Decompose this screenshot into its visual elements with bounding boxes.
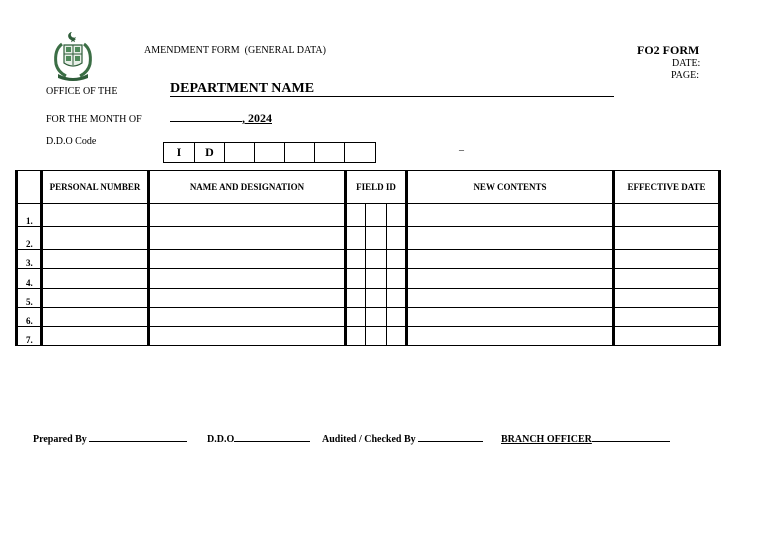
ddo-code-box[interactable]: I bbox=[164, 143, 195, 162]
table-row bbox=[17, 250, 720, 269]
month-label: FOR THE MONTH OF bbox=[46, 114, 142, 125]
table-row bbox=[17, 289, 720, 308]
table-row bbox=[17, 269, 720, 289]
audited-by-line[interactable] bbox=[418, 432, 483, 442]
cell-field-id[interactable] bbox=[366, 204, 387, 227]
row-serial: 6. bbox=[17, 308, 42, 327]
header-effective-date: EFFECTIVE DATE bbox=[614, 171, 720, 204]
cell-new-contents[interactable] bbox=[407, 204, 614, 227]
cell-personal-number[interactable] bbox=[42, 289, 149, 308]
audited-by bbox=[322, 432, 483, 445]
cell-new-contents[interactable] bbox=[407, 250, 614, 269]
form-code: FO2 FORM bbox=[637, 43, 700, 57]
amendment-table bbox=[15, 170, 721, 346]
ddo-signature-line[interactable] bbox=[234, 432, 310, 442]
header-name-designation: NAME AND DESIGNATION bbox=[149, 171, 346, 204]
cell-name-designation[interactable] bbox=[149, 269, 346, 289]
page-label: PAGE: bbox=[671, 70, 699, 81]
month-blank[interactable] bbox=[170, 111, 242, 122]
row-serial: 4. bbox=[17, 269, 42, 289]
cell-personal-number[interactable] bbox=[42, 204, 149, 227]
cell-personal-number[interactable] bbox=[42, 308, 149, 327]
cell-field-id[interactable] bbox=[366, 250, 387, 269]
branch-officer-label: BRANCH OFFICER bbox=[501, 434, 592, 445]
cell-field-id[interactable] bbox=[366, 269, 387, 289]
ddo-code-box[interactable] bbox=[285, 143, 315, 162]
cell-effective-date[interactable] bbox=[614, 327, 720, 346]
row-serial: 5. bbox=[17, 289, 42, 308]
cell-field-id[interactable] bbox=[387, 327, 407, 346]
header-new-contents: NEW CONTENTS bbox=[407, 171, 614, 204]
cell-personal-number[interactable] bbox=[42, 227, 149, 250]
cell-field-id[interactable] bbox=[387, 269, 407, 289]
cell-field-id[interactable] bbox=[387, 289, 407, 308]
branch-officer bbox=[501, 432, 670, 445]
header-personal-number: PERSONAL NUMBER bbox=[42, 171, 149, 204]
cell-field-id[interactable] bbox=[346, 308, 366, 327]
table-row bbox=[17, 327, 720, 346]
date-label: DATE: bbox=[672, 58, 701, 69]
month-field[interactable] bbox=[170, 111, 276, 126]
cell-personal-number[interactable] bbox=[42, 250, 149, 269]
cell-effective-date[interactable] bbox=[614, 227, 720, 250]
cell-personal-number[interactable] bbox=[42, 269, 149, 289]
cell-field-id[interactable] bbox=[346, 269, 366, 289]
cell-field-id[interactable] bbox=[346, 327, 366, 346]
dash-mark: _ bbox=[459, 141, 464, 152]
ddo-code-label: D.D.O Code bbox=[46, 136, 97, 147]
cell-field-id[interactable] bbox=[346, 227, 366, 250]
cell-field-id[interactable] bbox=[366, 227, 387, 250]
row-serial: 3. bbox=[17, 250, 42, 269]
cell-name-designation[interactable] bbox=[149, 327, 346, 346]
row-serial: 1. bbox=[17, 204, 42, 227]
ddo-code-boxes bbox=[163, 142, 376, 163]
prepared-by-line[interactable] bbox=[89, 432, 187, 442]
cell-field-id[interactable] bbox=[387, 250, 407, 269]
cell-effective-date[interactable] bbox=[614, 204, 720, 227]
cell-field-id[interactable] bbox=[346, 204, 366, 227]
cell-personal-number[interactable] bbox=[42, 327, 149, 346]
cell-effective-date[interactable] bbox=[614, 308, 720, 327]
cell-field-id[interactable] bbox=[366, 289, 387, 308]
prepared-by bbox=[33, 432, 187, 445]
row-serial: 7. bbox=[17, 327, 42, 346]
cell-new-contents[interactable] bbox=[407, 308, 614, 327]
month-year: , 2024 bbox=[242, 111, 272, 125]
cell-effective-date[interactable] bbox=[614, 289, 720, 308]
branch-officer-line[interactable] bbox=[592, 432, 670, 442]
prepared-by-label: Prepared By bbox=[33, 434, 87, 445]
form-title: AMENDMENT FORM (GENERAL DATA) bbox=[144, 45, 326, 56]
cell-field-id[interactable] bbox=[346, 289, 366, 308]
cell-name-designation[interactable] bbox=[149, 227, 346, 250]
cell-field-id[interactable] bbox=[387, 204, 407, 227]
cell-name-designation[interactable] bbox=[149, 250, 346, 269]
ddo-signature bbox=[207, 432, 310, 445]
cell-new-contents[interactable] bbox=[407, 327, 614, 346]
cell-field-id[interactable] bbox=[387, 227, 407, 250]
header-field-id: FIELD ID bbox=[346, 171, 407, 204]
ddo-signature-label: D.D.O bbox=[207, 434, 235, 445]
table-row bbox=[17, 204, 720, 227]
audited-by-label: Audited / Checked By bbox=[322, 434, 416, 445]
cell-new-contents[interactable] bbox=[407, 289, 614, 308]
cell-name-designation[interactable] bbox=[149, 289, 346, 308]
row-serial: 2. bbox=[17, 227, 42, 250]
cell-field-id[interactable] bbox=[366, 327, 387, 346]
ddo-code-box[interactable] bbox=[255, 143, 285, 162]
ddo-code-box[interactable] bbox=[315, 143, 345, 162]
cell-new-contents[interactable] bbox=[407, 269, 614, 289]
department-name-field[interactable]: DEPARTMENT NAME bbox=[170, 81, 614, 97]
cell-effective-date[interactable] bbox=[614, 269, 720, 289]
cell-field-id[interactable] bbox=[387, 308, 407, 327]
table-header-row bbox=[17, 171, 720, 204]
office-label: OFFICE OF THE bbox=[46, 86, 118, 97]
cell-effective-date[interactable] bbox=[614, 250, 720, 269]
cell-name-designation[interactable] bbox=[149, 204, 346, 227]
cell-name-designation[interactable] bbox=[149, 308, 346, 327]
table-row bbox=[17, 308, 720, 327]
ddo-code-box[interactable] bbox=[345, 143, 375, 162]
table-row bbox=[17, 227, 720, 250]
ddo-code-box[interactable] bbox=[225, 143, 255, 162]
cell-new-contents[interactable] bbox=[407, 227, 614, 250]
cell-field-id[interactable] bbox=[366, 308, 387, 327]
state-emblem-icon bbox=[50, 30, 96, 82]
header-serial bbox=[17, 171, 42, 204]
ddo-code-box[interactable]: D bbox=[195, 143, 225, 162]
cell-field-id[interactable] bbox=[346, 250, 366, 269]
